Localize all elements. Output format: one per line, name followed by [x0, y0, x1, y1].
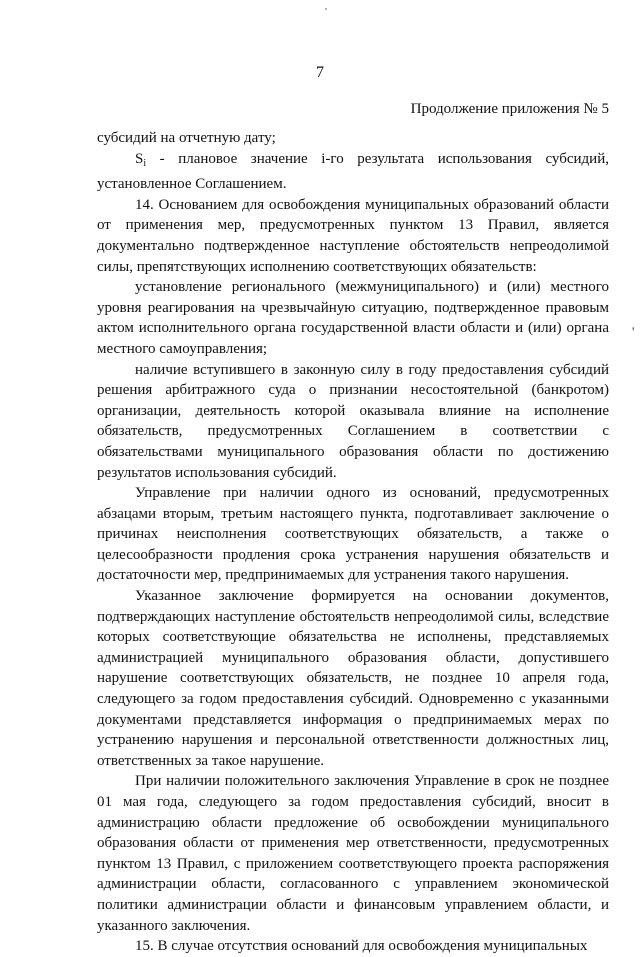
margin-mark: ' — [632, 324, 635, 339]
paragraph-court-decision: наличие вступившего в законную силу в году предоставления субсидий решения арбитражного суда о признании несостоятельной (банкротом) организации, деятельность которой оказывала влияние на исполнение обязательств, предусмотренных Соглашением в соответствии с обязательствами муниципального образования области по достижению результатов использования субсидий. — [97, 361, 609, 481]
scan-speck — [325, 8, 327, 10]
paragraph-conclusion-basis: Указанное заключение формируется на основании документов, подтверждающих наступление обстоятельств непреодолимой силы, вследствие которых соответствующие обязательства не исполнены, представляемых администрацией муниципального образования области, допустившего нарушение соответствующих обязательств, не позднее 10 апреля года, следующего за годом предоставления субсидий. Одновременно с указанными документами представляется информация о предпринимаемых мерах по устранению нарушения и персональной ответственности должностных лиц, ответственных за такое нарушение. — [97, 588, 609, 769]
paragraph-positive-conclusion: При наличии положительного заключения Управление в срок не позднее 01 мая года, следующего за годом предоставления субсидий, вносит в администрацию области предложение об освобождении муниципального образования области от применения мер ответственности, предусмотренных пунктом 13 Правил, с приложением соответствующего проекта распоряжения администрации области, согласованного с управлением экономической политики администрации области и финансовым управлением области, и указанного заключения. — [97, 773, 609, 934]
paragraph-subsidies-date: субсидий на отчетную дату; — [97, 130, 276, 146]
paragraph-directorate-conclusion: Управление при наличии одного из оснований, предусмотренных абзацами вторым, третьим настоящего пункта, подготавливает заключение о причинах неисполнения соответствующих обязательств, а также о целесообразности продления срока устранения нарушения обязательств и достаточности мер, предпринимаемых для устранения такого нарушения. — [97, 485, 609, 584]
paragraph-emergency: установление регионального (межмуниципального) и (или) местного уровня реагирования на чрезвычайную ситуацию, подтвержденное правовым актом исполнительного органа государственной власти области и (или) органа местного самоуправления; — [97, 279, 609, 357]
si-definition-text: - плановое значение i-го результата использования субсидий, установленное Соглашением. — [97, 150, 609, 193]
document-body — [97, 128, 609, 957]
paragraph-14: 14. Основанием для освобождения муниципальных образований области от применения мер, предусмотренных пунктом 13 Правил, является документально подтвержденное наступление обстоятельств непреодолимой силы, препятствующих исполнению соответствующих обязательств: — [97, 196, 609, 275]
page-number: 7 — [316, 64, 324, 81]
paragraph-15: 15. В случае отсутствия оснований для освобождения муниципальных — [135, 938, 588, 955]
s-index: i — [143, 157, 147, 169]
annex-continuation-title: Продолжение приложения № 5 — [410, 101, 609, 117]
s-symbol: S — [135, 150, 144, 167]
paragraph-si-definition — [97, 149, 609, 195]
